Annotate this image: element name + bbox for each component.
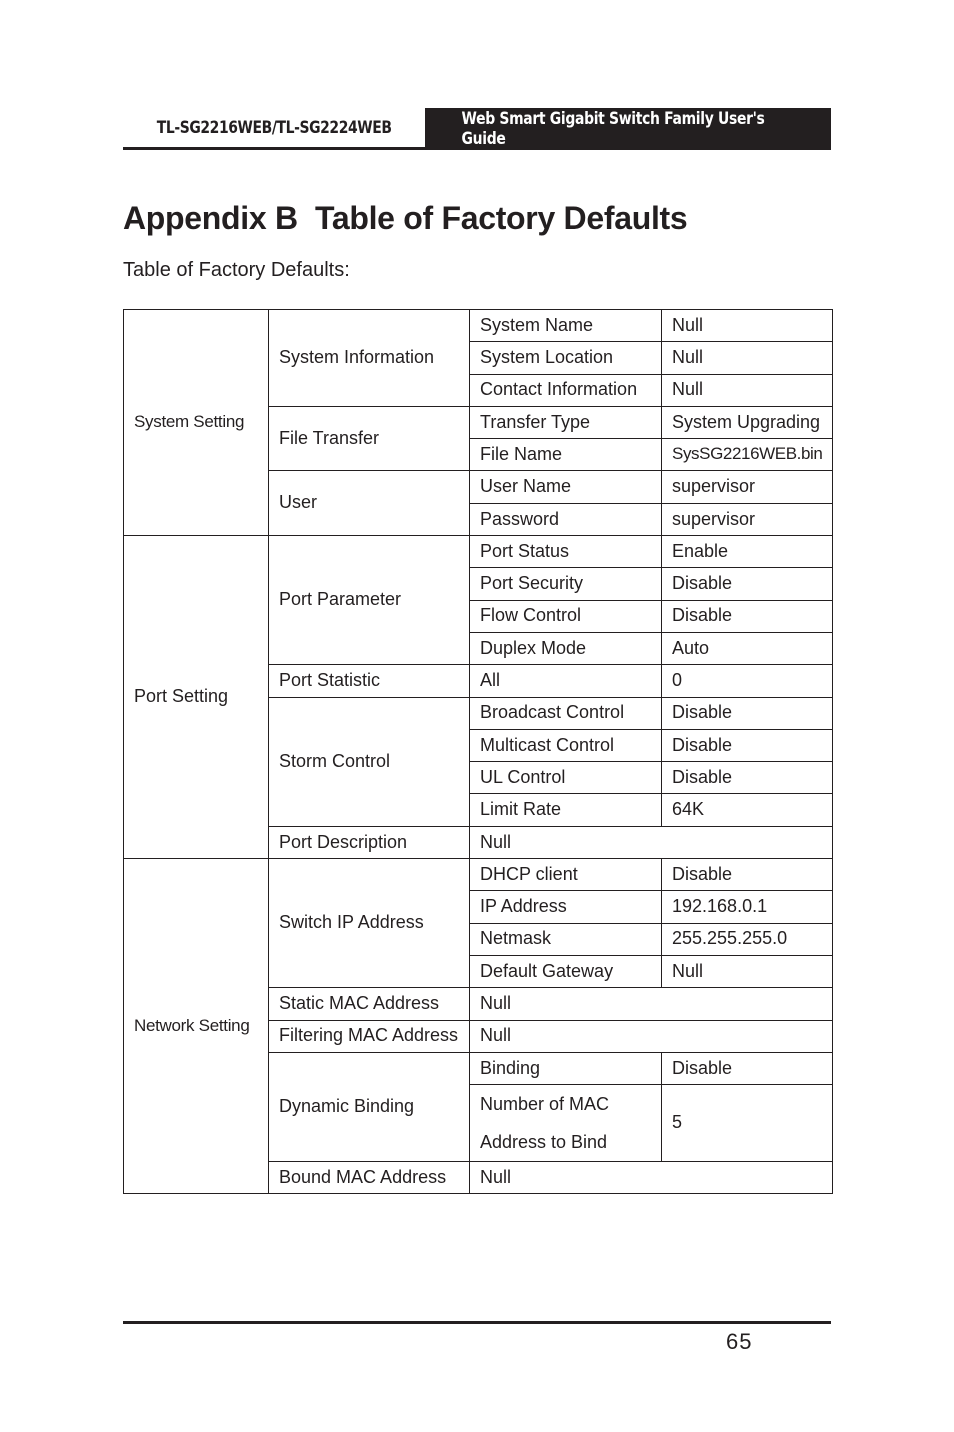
group-cell: File Transfer <box>269 406 470 471</box>
item-cell: DHCP client <box>470 859 662 891</box>
item-cell: Password <box>470 503 662 535</box>
header-model <box>123 108 425 150</box>
category-cell: Network Setting <box>124 859 269 1194</box>
value-cell: Null <box>662 342 833 374</box>
group-cell: Port Description <box>269 826 470 858</box>
group-cell: Port Parameter <box>269 536 470 665</box>
item-cell: Contact Information <box>470 374 662 406</box>
item-cell: Multicast Control <box>470 729 662 761</box>
value-cell: Disable <box>662 762 833 794</box>
value-cell: Auto <box>662 632 833 664</box>
item-cell: System Name <box>470 310 662 342</box>
group-cell: Port Statistic <box>269 665 470 697</box>
item-cell: User Name <box>470 471 662 503</box>
value-cell: Disable <box>662 729 833 761</box>
item-line: Number of MAC <box>480 1094 610 1115</box>
category-cell: Port Setting <box>124 536 269 859</box>
value-cell: Disable <box>662 1052 833 1084</box>
value-cell: Null <box>470 1020 833 1052</box>
group-cell: Switch IP Address <box>269 859 470 988</box>
item-cell: IP Address <box>470 891 662 923</box>
value-cell: Disable <box>662 600 833 632</box>
item-cell: Transfer Type <box>470 406 662 438</box>
item-cell: Port Security <box>470 568 662 600</box>
value-cell: Null <box>662 374 833 406</box>
table-caption: Table of Factory Defaults: <box>123 259 350 281</box>
page-title: Appendix B Table of Factory Defaults <box>123 200 688 236</box>
item-cell: Default Gateway <box>470 955 662 987</box>
item-line: Address to Bind <box>480 1132 608 1153</box>
value-cell: Null <box>662 310 833 342</box>
group-cell: System Information <box>269 310 470 407</box>
header-guide-title <box>425 108 831 150</box>
item-cell <box>470 1085 662 1162</box>
value-cell: 5 <box>662 1085 833 1162</box>
running-header <box>123 108 831 150</box>
value-cell: System Upgrading <box>662 406 833 438</box>
item-cell: Port Status <box>470 536 662 568</box>
value-cell: 255.255.255.0 <box>662 923 833 955</box>
page-number: 65 <box>726 1329 753 1354</box>
item-cell: File Name <box>470 439 662 471</box>
header-model-text: TL-SG2216WEB/TL-SG2224WEB <box>156 117 392 138</box>
item-cell: Broadcast Control <box>470 697 662 729</box>
item-cell: Limit Rate <box>470 794 662 826</box>
item-cell: System Location <box>470 342 662 374</box>
value-cell: 0 <box>662 665 833 697</box>
table-row <box>124 859 833 891</box>
value-cell: supervisor <box>662 503 833 535</box>
value-cell: 192.168.0.1 <box>662 891 833 923</box>
group-cell: User <box>269 471 470 536</box>
group-cell: Dynamic Binding <box>269 1052 470 1161</box>
item-cell: Flow Control <box>470 600 662 632</box>
category-cell: System Setting <box>124 310 269 536</box>
value-cell: Enable <box>662 536 833 568</box>
header-guide-title-text: Web Smart Gigabit Switch Family User's Guide <box>461 109 765 149</box>
factory-defaults-table <box>123 309 833 1194</box>
footer-rule <box>123 1321 831 1324</box>
value-cell: Null <box>470 1162 833 1194</box>
value-cell: Disable <box>662 568 833 600</box>
value-cell: supervisor <box>662 471 833 503</box>
value-cell: Disable <box>662 697 833 729</box>
value-cell: Null <box>470 988 833 1020</box>
group-cell: Static MAC Address <box>269 988 470 1020</box>
table-row <box>124 310 833 342</box>
group-cell: Storm Control <box>269 697 470 826</box>
group-cell: Filtering MAC Address <box>269 1020 470 1052</box>
value-cell: Null <box>470 826 833 858</box>
item-cell: Netmask <box>470 923 662 955</box>
item-cell: UL Control <box>470 762 662 794</box>
value-cell: 64K <box>662 794 833 826</box>
item-cell: Duplex Mode <box>470 632 662 664</box>
item-cell: All <box>470 665 662 697</box>
value-cell: Disable <box>662 859 833 891</box>
item-cell: Binding <box>470 1052 662 1084</box>
value-cell: SysSG2216WEB.bin <box>662 439 833 471</box>
value-cell: Null <box>662 955 833 987</box>
group-cell: Bound MAC Address <box>269 1162 470 1194</box>
table-row <box>124 536 833 568</box>
